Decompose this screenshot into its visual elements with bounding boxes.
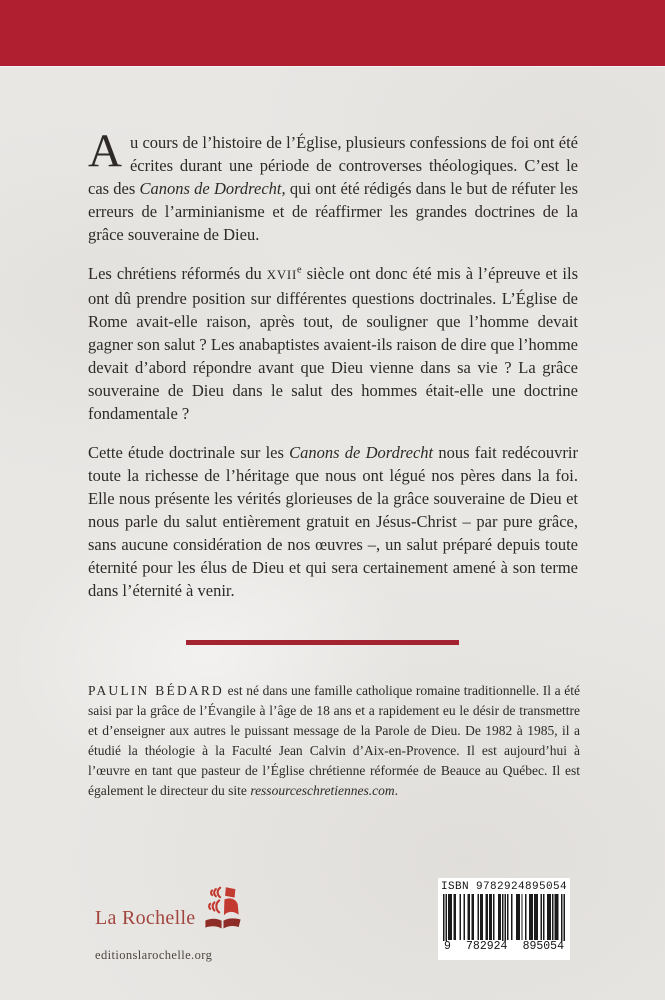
author-bio: [88, 681, 580, 801]
text-segment: ressourceschretiennes.com: [250, 783, 395, 798]
drop-cap: A: [88, 125, 122, 177]
text-segment: XVII: [266, 268, 297, 282]
text-segment: est né dans une famille catholique romaine traditionnelle. Il a été saisi par la grâce de l’Évangile à l’âge de 18 ans et a rapidement eu le désir de transmettre et d’enseigner aux autres le puissant message de la Parole de Dieu. De 1982 à 1985, il a étudié la théologie à la Faculté Jean Calvin d’Aix-en-Provence. Il est aujourd’hui à l’œuvre en tant que pasteur de l’Église chrétienne réformée de Beauce au Québec. Il est également le directeur du site: [88, 683, 580, 798]
publisher-website: editionslarochelle.org: [95, 948, 213, 962]
synopsis-paragraph: [88, 125, 578, 246]
ship-sails: [210, 887, 240, 915]
text-segment: siècle ont donc été mis à l’épreuve et ils ont dû prendre position sur différentes questions doctrinales. L’Église de Rome avait-elle raison, après tout, de souligner que l’homme devait gagner son salut ? Les anabaptistes avaient-ils raison de dire que l’homme devait d’abord répondre avant que Dieu vienne dans sa vie ? La grâce souveraine de Dieu dans le salut des hommes était-elle une doctrine fondamentale ?: [88, 264, 579, 423]
synopsis: [88, 125, 579, 618]
barcode-digit-group: 782924: [466, 940, 508, 953]
isbn-barcode: [438, 878, 570, 960]
text-segment: Les chrétiens réformés du: [88, 264, 267, 283]
synopsis-paragraph: [88, 441, 578, 602]
barcode-digit-group: 9: [444, 940, 451, 953]
synopsis-paragraph: [88, 262, 578, 425]
text-segment: PAULIN BÉDARD: [88, 683, 224, 698]
text-segment: e: [297, 264, 302, 276]
text-segment: u cours de l’histoire de l’Église, plusieurs confessions de foi ont été écrites durant une période de controverses théologiques. C’est le cas des: [88, 133, 578, 198]
text-segment: qui ont été rédigés dans le but de réfuter les erreurs de l’arminianisme et de réaffirmer les grandes doctrines de la grâce souveraine de Dieu.: [88, 179, 578, 244]
text-segment: Canons de Dordrecht: [289, 443, 434, 462]
isbn-label: ISBN 9782924895054: [440, 881, 568, 893]
section-divider: [186, 640, 459, 645]
ship-book-icon: [204, 886, 242, 934]
publisher-logo: [95, 886, 242, 929]
text-segment: Canons de Dordrecht,: [139, 179, 286, 198]
barcode-digits: [443, 941, 565, 953]
top-red-band: [0, 0, 665, 67]
text-segment: nous fait redécouvrir toute la richesse de l’héritage que nous ont légué nos pères dans la foi. Elle nous présente les vérités glorieuses de la grâce souveraine de Dieu et nous parle du salut entièrement gratuit en Jésus-Christ – par pure grâce, sans aucune considération de nos œuvres –, un salut préparé depuis toute éternité pour les élus de Dieu et qui sera certainement amené à son terme dans l’éternité à venir.: [88, 443, 579, 600]
ship-book-hull: [206, 918, 241, 928]
barcode-bars-area: [443, 894, 565, 952]
publisher-name: La Rochelle: [95, 907, 196, 929]
barcode-digit-group: 895054: [522, 940, 564, 953]
text-segment: .: [394, 783, 399, 798]
text-segment: Cette étude doctrinale sur les: [88, 443, 290, 462]
